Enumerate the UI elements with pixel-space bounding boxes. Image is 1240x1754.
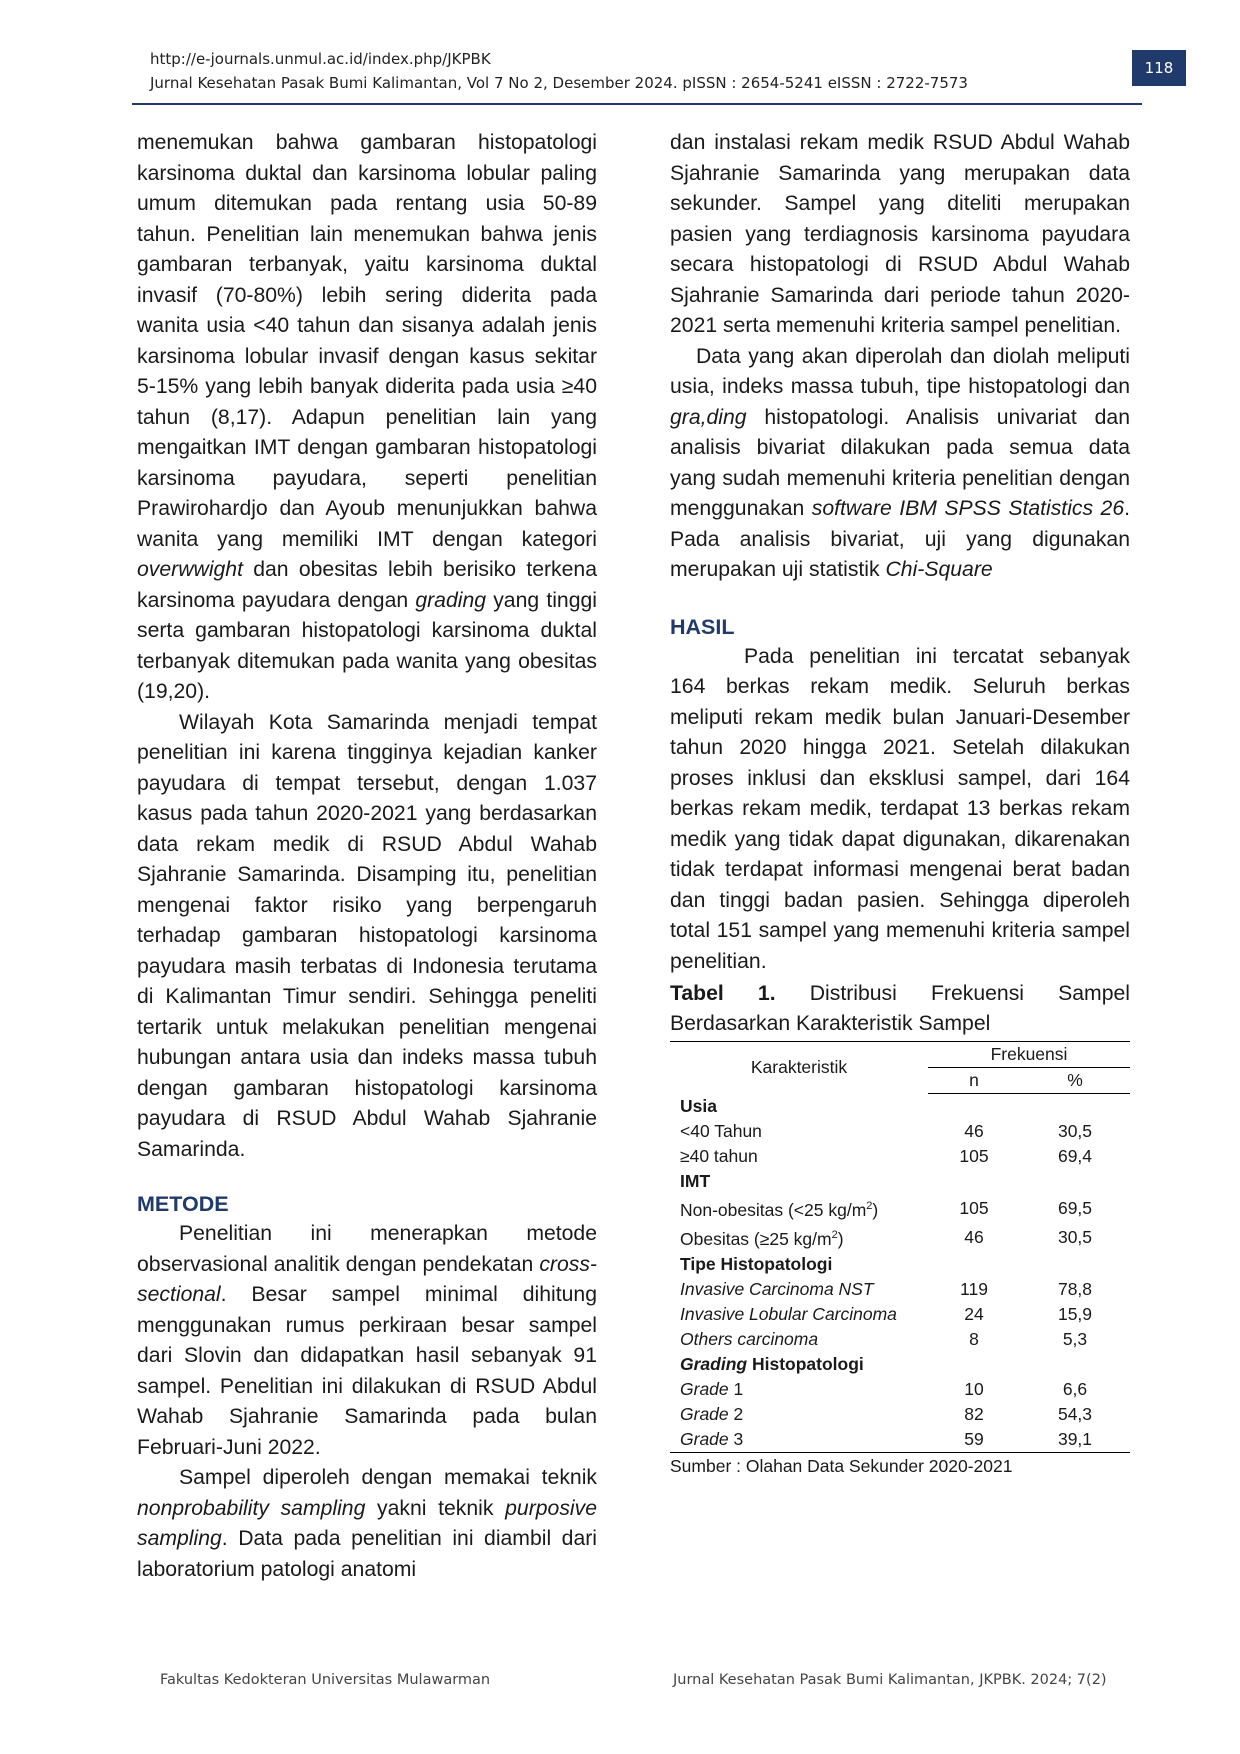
paragraph-continued: menemukan bahwa gambaran histopatologi karsinoma duktal dan karsinoma lobular paling umum ditemukan pada rentang usia 50-89 tahun. Penelitian lain menemukan bahwa jenis gambaran terbanyak, yaitu karsinoma duktal invasif (70-80%) lebih sering diderita pada wanita usia <40 tahun dan sisanya adalah jenis karsinoma lobular invasif dengan kasus sekitar 5-15% yang lebih banyak diderita pada usia ≥40 tahun (8,17). Adapun penelitian lain yang mengaitkan IMT dengan gambaran histopatologi karsinoma payudara, seperti penelitian Prawirohardjo dan Ayoub menunjukkan bahwa wanita yang memiliki IMT dengan kategori overwwight dan obesitas lebih berisiko terkena karsinoma payudara dengan grading yang tinggi serta gambaran histopatologi karsinoma duktal terbanyak ditemukan pada wanita yang obesitas (19,20). <box>137 131 597 703</box>
footer-journal-citation: Jurnal Kesehatan Pasak Bumi Kalimantan, JKPBK. 2024; 7(2) <box>673 1672 1107 1688</box>
left-column <box>137 128 597 1585</box>
paragraph-results: Pada penelitian ini tercatat sebanyak 164 berkas rekam medik. Seluruh berkas meliputi rekam medik bulan Januari-Desember tahun 2020 hingga 2021. Setelah dilakukan proses inklusi dan eksklusi sampel, dari 164 berkas rekam medik, terdapat 13 berkas rekam medik yang tidak dapat digunakan, dikarenakan tidak terdapat informasi mengenai berat badan dan tinggi badan pasien. Sehingga diperoleh total 151 sampel yang memenuhi kriteria sampel penelitian. <box>670 644 1130 973</box>
journal-citation: Jurnal Kesehatan Pasak Bumi Kalimantan, Vol 7 No 2, Desember 2024. pISSN : 2654-5241 eISSN : 2722-7573 <box>150 74 968 92</box>
table-caption: Tabel 1. Distribusi Frekuensi Sampel Berdasarkan Karakteristik Sampel <box>670 982 1130 1035</box>
characteristics-table <box>670 1041 1130 1453</box>
table-row: Non-obesitas (<25 $kg/m^2$) 105 69,5 <box>680 1197 1093 1220</box>
table-row: Invasive Carcinoma NST 119 78,8 <box>680 1278 1093 1299</box>
paragraph-study-location: Wilayah Kota Samarinda menjadi tempat penelitian ini karena tingginya kejadian kanker payudara di tempat tersebut, dengan 1.037 kasus pada tahun 2020-2021 yang berdasarkan data rekam medik di RSUD Abdul Wahab Sjahranie Samarinda. Disamping itu, penelitian mengenai faktor risiko yang berpengaruh terhadap gambaran histopatologi karsinoma payudara masih terbatas di Indonesia terutama di Kalimantan Timur sendiri. Sehingga peneliti tertarik untuk melakukan penelitian mengenai hubungan antara usia dan indeks massa tubuh dengan gambaran histopatologi karsinoma payudara di RSUD Abdul Wahab Sjahranie Samarinda. <box>137 710 597 1161</box>
right-column <box>670 128 1130 1479</box>
section-heading-hasil: HASIL <box>670 614 735 639</box>
paragraph-sampling: Sampel diperoleh dengan memakai teknik nonprobability sampling yakni teknik purposive sampling. Data pada penelitian ini diambil dari laboratorium patologi anatomi <box>137 1466 597 1581</box>
table-row: Grade 1 10 6,6 <box>680 1378 1088 1399</box>
table-group-row: Tipe Histopatologi <box>680 1253 833 1274</box>
paragraph-method-design: Penelitian ini menerapkan metode observasional analitik dengan pendekatan cross-sectional. Besar sampel minimal dihitung menggunakan rumus perkiraan besar sampel dari Slovin dan didapatkan hasil sebanyak 91 sampel. Penelitian ini dilakukan di RSUD Abdul Wahab Sjahranie Samarinda pada bulan Februari-Juni 2022. <box>137 1222 597 1459</box>
table-row: Invasive Lobular Carcinoma 24 15,9 <box>680 1303 1093 1324</box>
table-source-note: Sumber : Olahan Data Sekunder 2020-2021 <box>670 1455 1013 1476</box>
journal-url: http://e-journals.unmul.ac.id/index.php/JKPBK <box>150 50 491 68</box>
table-row: Obesitas (≥25 $kg/m^2$) 46 30,5 <box>680 1226 1093 1249</box>
table-row: Others carcinoma 8 5,3 <box>680 1328 1088 1349</box>
table-group-row: Usia <box>680 1096 717 1116</box>
table-row: ≥40 tahun 105 69,4 <box>680 1146 1093 1166</box>
table-group-row: Grading Histopatologi <box>680 1353 864 1374</box>
paragraph-analysis: Data yang akan diperolah dan diolah meliputi usia, indeks massa tubuh, tipe histopatologi dan gra,ding histopatologi. Analisis univariat dan analisis bivariat dilakukan pada semua data yang sudah memenuhi kriteria penelitian dengan menggunakan software IBM SPSS Statistics 26. Pada analisis bivariat, uji yang digunakan merupakan uji statistik Chi-Square <box>670 344 1130 581</box>
table-header-percent: % <box>1020 1068 1130 1094</box>
section-heading-metode: METODE <box>137 1192 229 1216</box>
header-divider <box>132 103 1142 105</box>
table-row: <40 Tahun 46 30,5 <box>680 1121 1093 1141</box>
table-row: Grade 2 82 54,3 <box>680 1403 1093 1424</box>
table-header-n: n <box>928 1068 1020 1094</box>
table-row: Grade 3 59 39,1 <box>670 1427 1130 1453</box>
table-header-frekuensi: Frekuensi <box>928 1042 1130 1068</box>
footer-institution: Fakultas Kedokteran Universitas Mulawarman <box>160 1672 491 1688</box>
page-number-badge: 118 <box>1132 50 1186 86</box>
table-header-karakteristik: Karakteristik <box>670 1042 928 1094</box>
table-group-row: IMT <box>680 1171 711 1191</box>
paragraph-data-source: dan instalasi rekam medik RSUD Abdul Wahab Sjahranie Samarinda yang merupakan data sekunder. Sampel yang diteliti merupakan pasien yang terdiagnosis karsinoma payudara secara histopatologi di RSUD Abdul Wahab Sjahranie Samarinda dari periode tahun 2020-2021 serta memenuhi kriteria sampel penelitian. <box>670 131 1130 337</box>
